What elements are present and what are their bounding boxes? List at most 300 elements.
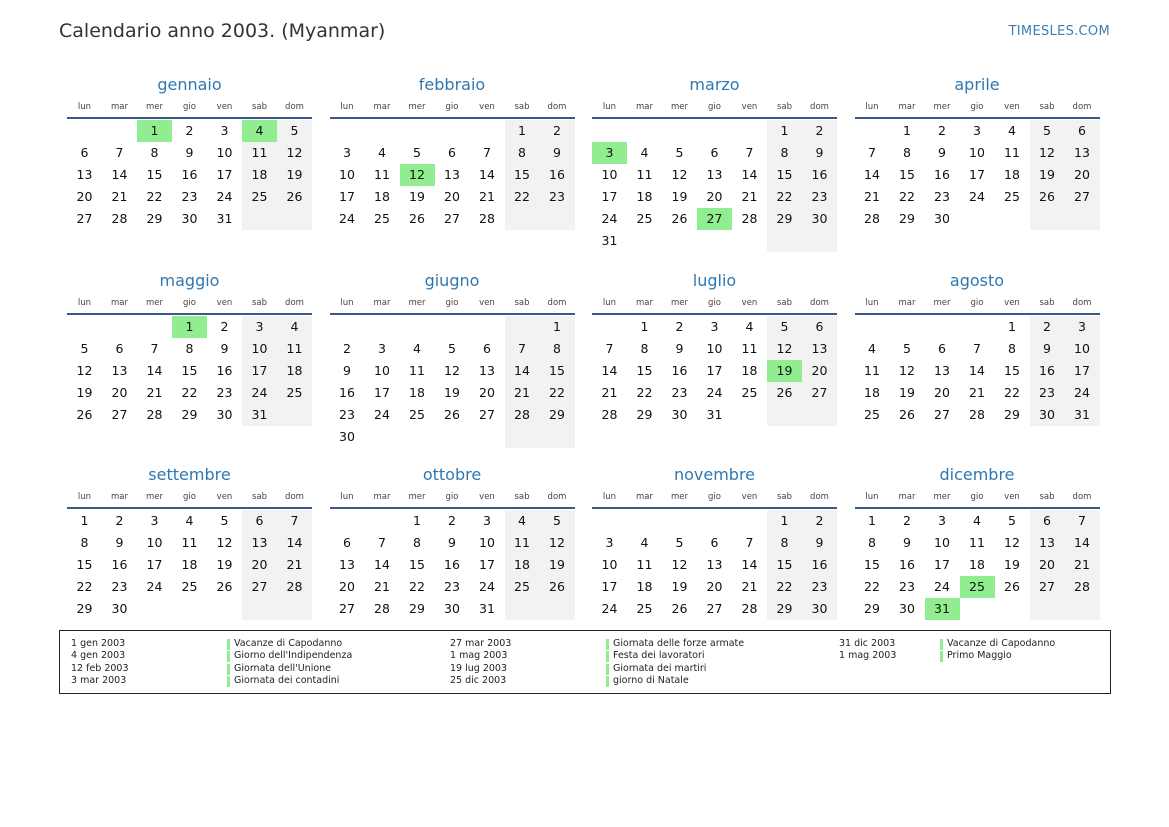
month-settembre [67, 464, 312, 634]
weekday-label: mer [670, 298, 688, 308]
day-cell: 25 [409, 407, 425, 422]
empty-cell [505, 208, 540, 230]
weekday-header [330, 293, 575, 315]
day-cell: 22 [181, 385, 198, 400]
day-cell: 17 [601, 189, 618, 204]
month-title: luglio [692, 271, 737, 290]
day-cell: 26 [277, 186, 312, 208]
day-cell: 14 [479, 167, 495, 182]
day-cell: 24 [969, 189, 985, 204]
day-cell: 19 [671, 579, 688, 594]
day-cell: 8 [80, 535, 89, 550]
weekday-label: mar [636, 102, 653, 112]
day-cell: 21 [146, 385, 163, 400]
weekday-label: mar [373, 492, 391, 502]
day-cell: 26 [216, 579, 233, 594]
day-cell: 8 [540, 338, 575, 360]
day-cell: 26 [671, 601, 688, 616]
day-cell: 12 [1004, 535, 1020, 550]
day-cell: 27 [1030, 576, 1065, 598]
day-cell: 25 [741, 385, 758, 400]
day-cell: 7 [973, 341, 981, 356]
empty-cell [330, 510, 365, 532]
weekday-label: sab [776, 492, 793, 502]
weekday-label: mar [111, 102, 128, 112]
empty-cell [470, 316, 505, 338]
weekday-header [855, 97, 1100, 119]
day-cell: 18 [636, 579, 653, 594]
day-cell: 15 [181, 363, 198, 378]
weekday-label: mer [145, 298, 163, 308]
day-cell: 6 [802, 316, 837, 338]
day-cell: 11 [864, 363, 880, 378]
empty-cell [540, 426, 575, 448]
day-cell: 17 [969, 167, 985, 182]
empty-cell [137, 598, 172, 620]
day-cell: 7 [1065, 510, 1100, 532]
day-cell: 5 [1030, 120, 1065, 142]
day-cell: 30 [671, 407, 688, 422]
day-cell: 24 [706, 385, 723, 400]
day-cell: 23 [444, 579, 460, 594]
day-cell: 6 [448, 145, 456, 160]
legend-color-marker [606, 651, 609, 662]
day-cell: 14 [111, 167, 128, 182]
day-cell: 20 [802, 360, 837, 382]
day-cell: 31 [242, 404, 277, 426]
day-cell: 1 [505, 120, 540, 142]
day-cell: 21 [1065, 554, 1100, 576]
empty-cell [960, 316, 995, 338]
day-cell: 17 [1065, 360, 1100, 382]
day-cell: 21 [277, 554, 312, 576]
day-grid [330, 316, 575, 448]
day-cell: 8 [1008, 341, 1016, 356]
day-cell: 11 [1004, 145, 1020, 160]
legend-holiday-name: Festa dei lavoratori [613, 650, 705, 662]
day-cell: 12 [1030, 142, 1065, 164]
weekday-label: lun [77, 102, 92, 112]
day-cell: 29 [636, 407, 653, 422]
day-cell: 31 [216, 211, 233, 226]
day-cell: 10 [601, 167, 618, 182]
legend-color-marker [227, 651, 230, 662]
legend-color-marker [606, 664, 609, 675]
weekday-label: lun [340, 102, 354, 112]
legend-holiday-name: Vacanze di Capodanno [947, 638, 1056, 649]
day-cell: 20 [706, 189, 723, 204]
day-cell: 25 [505, 576, 540, 598]
day-cell: 5 [1008, 513, 1016, 528]
day-cell: 11 [374, 167, 390, 182]
day-cell: 11 [636, 557, 653, 572]
weekday-label: dom [810, 102, 829, 112]
empty-cell [627, 510, 662, 532]
day-cell: 11 [277, 338, 312, 360]
weekday-label: mer [145, 492, 163, 502]
day-cell: 30 [1030, 404, 1065, 426]
legend-color-marker [940, 639, 943, 650]
day-cell: 7 [745, 535, 754, 550]
empty-cell [277, 208, 312, 230]
day-cell: 8 [185, 341, 194, 356]
weekday-header [592, 487, 837, 509]
day-cell: 26 [671, 211, 688, 226]
weekday-label: dom [547, 102, 567, 112]
day-cell: 15 [146, 167, 163, 182]
day-cell: 10 [339, 167, 355, 182]
weekday-header [67, 487, 312, 509]
weekday-label: mar [898, 298, 916, 308]
day-cell: 18 [409, 385, 425, 400]
empty-cell [365, 426, 400, 448]
weekday-label: lun [340, 298, 354, 308]
month-ottobre [330, 464, 575, 634]
month-title: gennaio [157, 75, 222, 94]
day-cell: 8 [903, 145, 911, 160]
empty-cell [1030, 598, 1065, 620]
page-title: Calendario anno 2003. (Myanmar) [59, 20, 386, 42]
weekday-label: lun [77, 298, 92, 308]
day-cell: 3 [220, 123, 229, 138]
day-cell: 18 [277, 360, 312, 382]
day-cell: 14 [864, 167, 880, 182]
weekday-header [330, 487, 575, 509]
day-cell: 25 [636, 601, 653, 616]
day-cell: 16 [339, 385, 355, 400]
weekday-label: gio [708, 298, 721, 308]
day-cell: 15 [76, 557, 93, 572]
weekday-label: gio [445, 102, 459, 112]
day-cell: 7 [277, 510, 312, 532]
month-agosto [855, 270, 1100, 464]
day-cell: 7 [745, 145, 754, 160]
day-cell: 28 [505, 404, 540, 426]
day-cell: 6 [343, 535, 351, 550]
day-cell: 7 [605, 341, 614, 356]
day-cell: 25 [242, 186, 277, 208]
empty-cell [767, 404, 802, 426]
day-cell: 24 [146, 579, 163, 594]
day-cell: 5 [767, 316, 802, 338]
day-cell: 29 [767, 208, 802, 230]
day-cell: 11 [505, 532, 540, 554]
day-cell: 28 [374, 601, 390, 616]
day-cell: 25 [636, 211, 653, 226]
day-cell: 16 [216, 363, 233, 378]
day-cell: 19 [76, 385, 93, 400]
day-cell: 17 [374, 385, 390, 400]
day-cell: 25 [864, 407, 880, 422]
day-cell: 31 [479, 601, 495, 616]
weekday-label: sab [514, 102, 530, 112]
weekday-label: ven [741, 298, 758, 308]
legend-date: 12 feb 2003 [71, 662, 129, 674]
weekday-label: gio [970, 298, 984, 308]
weekday-label: ven [479, 492, 495, 502]
day-cell: 26 [76, 407, 93, 422]
day-cell: 16 [671, 363, 688, 378]
day-cell: 29 [181, 407, 198, 422]
day-cell: 1 [80, 513, 89, 528]
month-title: settembre [148, 465, 231, 484]
day-cell: 29 [540, 404, 575, 426]
day-cell: 3 [378, 341, 386, 356]
day-cell: 31 [1065, 404, 1100, 426]
month-title: dicembre [939, 465, 1015, 484]
day-cell: 20 [1065, 164, 1100, 186]
weekday-label: lun [77, 492, 92, 502]
weekday-label: mer [408, 492, 426, 502]
day-cell: 6 [242, 510, 277, 532]
day-cell: 28 [146, 407, 163, 422]
empty-cell [732, 230, 767, 252]
day-cell: 29 [76, 601, 93, 616]
weekday-label: sab [776, 102, 793, 112]
empty-cell [400, 426, 435, 448]
empty-cell [960, 598, 995, 620]
legend-color-marker [606, 639, 609, 650]
day-cell: 9 [115, 535, 124, 550]
day-cell: 11 [741, 341, 758, 356]
day-cell: 16 [444, 557, 460, 572]
day-cell: 20 [1030, 554, 1065, 576]
day-cell: 23 [111, 579, 128, 594]
empty-cell [365, 316, 400, 338]
day-cell: 24 [339, 211, 355, 226]
day-cell: 23 [802, 576, 837, 598]
weekday-label: gio [708, 492, 721, 502]
day-cell: 28 [277, 576, 312, 598]
day-cell: 26 [409, 211, 425, 226]
weekday-header [592, 293, 837, 315]
day-cell: 5 [413, 145, 421, 160]
day-cell: 17 [934, 557, 950, 572]
day-cell: 27 [1065, 186, 1100, 208]
empty-cell [592, 120, 627, 142]
day-cell: 18 [969, 557, 985, 572]
day-cell: 5 [675, 535, 684, 550]
legend-holiday-name: Giornata dei contadini [234, 675, 340, 687]
empty-cell [855, 316, 890, 338]
legend-color-marker [606, 676, 609, 687]
day-cell: 30 [934, 211, 950, 226]
empty-cell [627, 230, 662, 252]
day-cell: 9 [448, 535, 456, 550]
weekday-label: lun [865, 492, 879, 502]
day-cell: 12 [76, 363, 93, 378]
weekday-label: lun [865, 298, 879, 308]
empty-cell [400, 316, 435, 338]
day-cell: 8 [150, 145, 159, 160]
weekday-label: mar [373, 102, 391, 112]
day-cell: 16 [934, 167, 950, 182]
day-cell: 2 [343, 341, 351, 356]
day-cell: 1 [640, 319, 649, 334]
day-cell: 7 [115, 145, 124, 160]
day-cell: 17 [601, 579, 618, 594]
day-cell: 26 [540, 576, 575, 598]
day-cell: 12 [277, 142, 312, 164]
weekday-label: ven [741, 492, 758, 502]
empty-cell [662, 510, 697, 532]
day-cell: 18 [181, 557, 198, 572]
day-cell: 24 [374, 407, 390, 422]
weekday-label: gio [183, 102, 196, 112]
empty-cell [102, 316, 137, 338]
empty-cell [505, 426, 540, 448]
holiday-day-cell: 1 [172, 316, 207, 338]
day-cell: 21 [741, 189, 758, 204]
empty-cell [400, 120, 435, 142]
day-cell: 22 [1004, 385, 1020, 400]
day-cell: 7 [483, 145, 491, 160]
day-cell: 20 [111, 385, 128, 400]
empty-cell [102, 120, 137, 142]
day-grid [592, 510, 837, 620]
empty-cell [995, 598, 1030, 620]
legend-holiday-name: giorno di Natale [613, 675, 689, 687]
weekday-label: gio [970, 102, 984, 112]
weekday-label: lun [602, 492, 617, 502]
day-cell: 6 [80, 145, 89, 160]
day-cell: 28 [1065, 576, 1100, 598]
empty-cell [802, 404, 837, 426]
day-cell: 16 [802, 164, 837, 186]
day-cell: 18 [374, 189, 390, 204]
month-title: marzo [689, 75, 740, 94]
day-cell: 8 [413, 535, 421, 550]
weekday-label: mar [373, 298, 391, 308]
day-cell: 22 [767, 576, 802, 598]
day-cell: 23 [540, 186, 575, 208]
day-cell: 14 [505, 360, 540, 382]
weekday-label: gio [970, 492, 984, 502]
day-cell: 13 [111, 363, 128, 378]
day-cell: 19 [1030, 164, 1065, 186]
day-cell: 14 [601, 363, 618, 378]
day-cell: 18 [636, 189, 653, 204]
weekday-label: ven [741, 102, 758, 112]
weekday-label: ven [479, 102, 495, 112]
day-cell: 19 [671, 189, 688, 204]
day-cell: 14 [741, 557, 758, 572]
day-cell: 23 [339, 407, 355, 422]
empty-cell [540, 598, 575, 620]
month-febbraio [330, 74, 575, 270]
day-cell: 12 [540, 532, 575, 554]
day-cell: 2 [938, 123, 946, 138]
day-cell: 3 [343, 145, 351, 160]
day-cell: 19 [216, 557, 233, 572]
day-cell: 2 [903, 513, 911, 528]
month-dicembre [855, 464, 1100, 634]
month-novembre [592, 464, 837, 634]
empty-cell [365, 120, 400, 142]
day-cell: 13 [444, 167, 460, 182]
day-cell: 4 [640, 145, 649, 160]
empty-cell [67, 120, 102, 142]
month-giugno [330, 270, 575, 464]
day-cell: 13 [934, 363, 950, 378]
day-cell: 2 [802, 120, 837, 142]
day-cell: 22 [636, 385, 653, 400]
weekday-label: sab [776, 298, 793, 308]
empty-cell [925, 316, 960, 338]
day-cell: 20 [934, 385, 950, 400]
day-cell: 31 [706, 407, 723, 422]
day-cell: 20 [706, 579, 723, 594]
weekday-label: mer [933, 298, 951, 308]
day-cell: 28 [741, 601, 758, 616]
day-cell: 11 [242, 142, 277, 164]
day-cell: 14 [969, 363, 985, 378]
weekday-label: mar [636, 298, 653, 308]
empty-cell [1065, 598, 1100, 620]
empty-cell [242, 598, 277, 620]
day-cell: 22 [899, 189, 915, 204]
weekday-label: dom [1072, 492, 1092, 502]
day-cell: 2 [448, 513, 456, 528]
day-cell: 21 [741, 579, 758, 594]
day-cell: 22 [505, 186, 540, 208]
day-cell: 12 [899, 363, 915, 378]
day-grid [67, 120, 312, 230]
legend-date: 3 mar 2003 [71, 675, 127, 687]
day-cell: 8 [767, 142, 802, 164]
day-cell: 24 [479, 579, 495, 594]
day-cell: 18 [1004, 167, 1020, 182]
day-cell: 9 [1030, 338, 1065, 360]
weekday-label: ven [216, 102, 233, 112]
weekday-label: mer [670, 102, 688, 112]
day-cell: 15 [899, 167, 915, 182]
month-title: novembre [673, 465, 756, 484]
day-cell: 24 [216, 189, 233, 204]
empty-cell [995, 208, 1030, 230]
weekday-label: dom [547, 298, 567, 308]
day-cell: 22 [540, 382, 575, 404]
day-cell: 19 [277, 164, 312, 186]
weekday-header [855, 293, 1100, 315]
day-cell: 30 [216, 407, 233, 422]
day-cell: 15 [505, 164, 540, 186]
legend-date: 31 dic 2003 [839, 638, 896, 649]
holiday-day-cell: 19 [767, 360, 802, 382]
day-cell: 1 [1008, 319, 1016, 334]
site-link[interactable]: TIMESLES.COM [1008, 24, 1110, 39]
day-cell: 15 [767, 164, 802, 186]
empty-cell [505, 598, 540, 620]
day-cell: 11 [969, 535, 985, 550]
day-cell: 27 [479, 407, 495, 422]
day-cell: 10 [706, 341, 723, 356]
day-cell: 10 [216, 145, 233, 160]
empty-cell [627, 120, 662, 142]
day-cell: 30 [802, 208, 837, 230]
empty-cell [277, 598, 312, 620]
weekday-label: sab [1039, 102, 1055, 112]
empty-cell [592, 510, 627, 532]
empty-cell [207, 598, 242, 620]
weekday-label: lun [865, 102, 879, 112]
day-cell: 26 [1030, 186, 1065, 208]
day-cell: 20 [479, 385, 495, 400]
weekday-label: mar [111, 298, 128, 308]
day-cell: 15 [767, 554, 802, 576]
day-cell: 3 [150, 513, 159, 528]
weekday-label: gio [445, 492, 459, 502]
